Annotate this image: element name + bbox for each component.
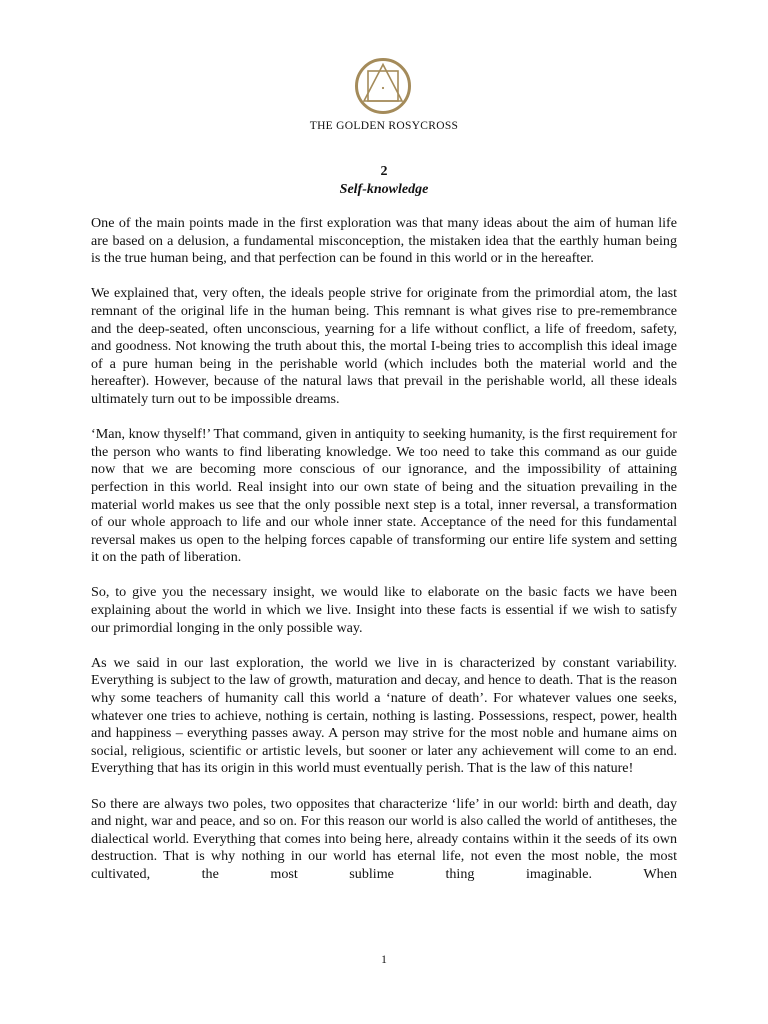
paragraph: As we said in our last exploration, the world we live in is characterized by constant variability. Everything is subject to the law of growth, maturation and decay, and hence to death. That is the reason why some teachers of humanity call this world a ‘nature of death’. For whatever values one seeks, whatever one tries to achieve, nothing is certain, nothing is lasting. Possessions, respect, power, health and happiness – everything passes away. A person may strive for the most noble and humane aims on social, religious, scientific or artistic levels, but sooner or later any achievement will come to an end. Everything that has its origin in this world must eventually perish. That is the law of this nature! bbox=[91, 654, 677, 777]
organization-title: THE GOLDEN ROSYCROSS bbox=[309, 120, 459, 132]
golden-rosycross-logo-icon bbox=[354, 57, 412, 115]
chapter-number: 2 bbox=[380, 164, 388, 179]
paragraph: One of the main points made in the first exploration was that many ideas about the aim of human life are based on a delusion, a fundamental misconception, the mistaken idea that the earthly human being is the true human being, and that perfection can be found in this world or in the hereafter. bbox=[91, 215, 677, 267]
paragraph: We explained that, very often, the ideals people strive for originate from the primordial atom, the last remnant of the original life in the human being. This remnant is what gives rise to pre-remembrance and the deep-seated, often unconscious, yearning for a life without conflict, a life of freedom, safety, and goodness. Not knowing the truth about this, the mortal I-being tries to accomplish this ideal image of a pure human being in the perishable world (which includes both the material world and the hereafter). However, because of the natural laws that prevail in the perishable world, all these ideals ultimately turn out to be impossible dreams. bbox=[91, 285, 677, 407]
body-text bbox=[91, 215, 677, 901]
paragraph: So there are always two poles, two opposites that characterize ‘life’ in our world: birth and death, day and night, war and peace, and so on. For this reason our world is also called the world of antitheses, the dialectical world. Everything that comes into being here, already contains within it the seeds of its own destruction. That is why nothing in our world has eternal life, not even the most noble, the most cultivated, the most sublime thing imaginable. When bbox=[91, 795, 677, 882]
paragraph: So, to give you the necessary insight, we would like to elaborate on the basic facts we have been explaining about the world in which we live. Insight into these facts is essential if we wish to satisfy our primordial longing in the only possible way. bbox=[91, 584, 677, 636]
chapter-title: Self-knowledge bbox=[339, 182, 429, 197]
paragraph: ‘Man, know thyself!’ That command, given in antiquity to seeking humanity, is the first requirement for the person who wants to find liberating knowledge. We too need to take this command as our guide now that we are becoming more conscious of our ignorance, and the impossibility of attaining perfection in this world. Real insight into our own state of being and the situation prevailing in the material world makes us see that the only possible next step is a total, inner reversal, a transformation of our whole approach to life and our whole inner state. Acceptance of the need for this fundamental reversal makes us open to the helping forces capable of transforming our entire life system and setting it on the path of liberation. bbox=[91, 426, 677, 566]
page-number: 1 bbox=[381, 954, 387, 966]
